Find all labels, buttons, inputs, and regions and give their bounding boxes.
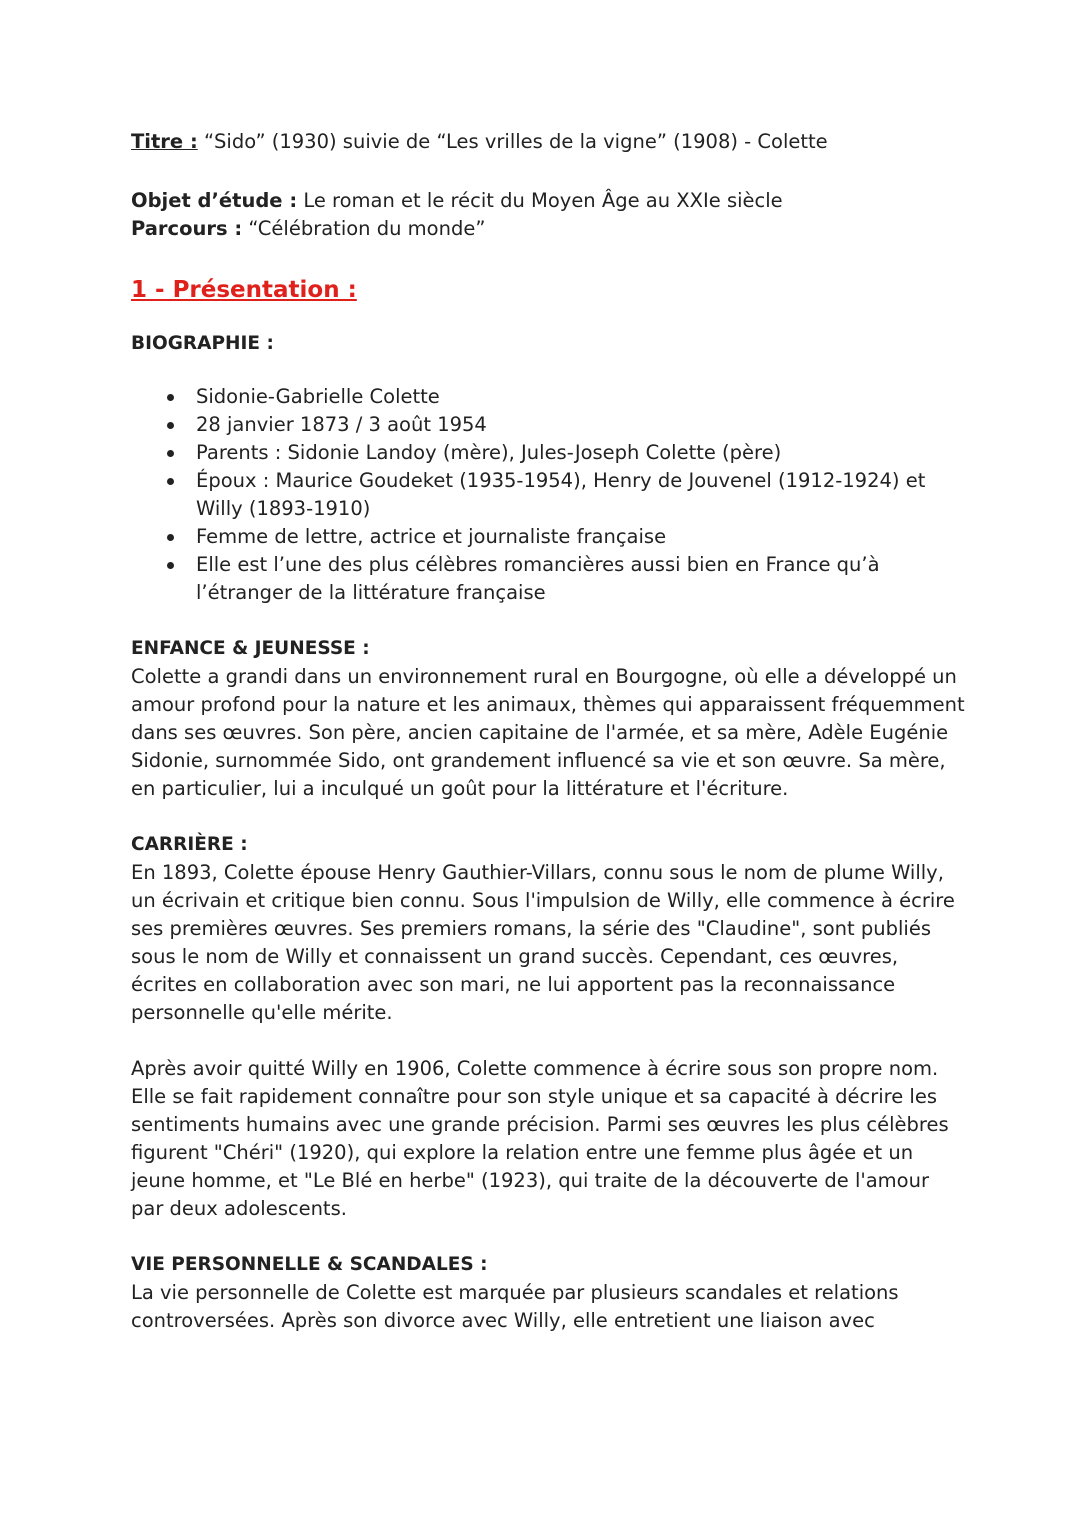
list-item: Sidonie-Gabrielle Colette	[196, 383, 966, 411]
spacer	[131, 1027, 966, 1055]
objet-text: Le roman et le récit du Moyen Âge au XXIe siècle	[297, 189, 783, 212]
spacer	[131, 1223, 966, 1251]
parcours-text: “Célébration du monde”	[242, 217, 486, 240]
enfance-paragraph: Colette a grandi dans un environnement rural en Bourgogne, où elle a développé un amour profond pour la nature et les animaux, thèmes qui apparaissent fréquemment dans ses œuvres. Son père, ancien capitaine de l'armée, et sa mère, Adèle Eugénie Sidonie, surnommée Sido, ont grandement influencé sa vie et son œuvre. Sa mère, en particulier, lui a inculqué un goût pour la littérature et l'écriture.	[131, 665, 965, 800]
parcours-label: Parcours :	[131, 217, 243, 240]
list-item: Époux : Maurice Goudeket (1935-1954), Henry de Jouvenel (1912-1924) et Willy (1893-1910)	[196, 467, 966, 523]
title-line	[131, 128, 966, 156]
vie-personnelle-heading: VIE PERSONNELLE & SCANDALES :	[131, 1254, 488, 1275]
document-page	[131, 128, 966, 1335]
title-text: “Sido” (1930) suivie de “Les vrilles de la vigne” (1908) - Colette	[197, 130, 828, 153]
biographie-heading: BIOGRAPHIE :	[131, 333, 274, 354]
biographie-list	[131, 383, 966, 607]
spacer	[131, 803, 966, 831]
carriere-paragraph-2: Après avoir quitté Willy en 1906, Colette commence à écrire sous son propre nom. Elle se fait rapidement connaître pour son style unique et sa capacité à décrire les sentiments humains avec une grande précision. Parmi ses œuvres les plus célèbres figurent "Chéri" (1920), qui explore la relation entre une femme plus âgée et un jeune homme, et "Le Blé en herbe" (1923), qui traite de la découverte de l'amour par deux adolescents.	[131, 1057, 949, 1220]
list-item: Femme de lettre, actrice et journaliste française	[196, 523, 966, 551]
objet-label: Objet d’étude :	[131, 189, 298, 212]
parcours-line	[131, 215, 966, 243]
vie-personnelle-paragraph: La vie personnelle de Colette est marquée par plusieurs scandales et relations controversées. Après son divorce avec Willy, elle entretient une liaison avec	[131, 1281, 899, 1332]
carriere-paragraph-1: En 1893, Colette épouse Henry Gauthier-Villars, connu sous le nom de plume Willy, un écrivain et critique bien connu. Sous l'impulsion de Willy, elle commence à écrire ses premières œuvres. Ses premiers romans, la série des "Claudine", sont publiés sous le nom de Willy et connaissent un grand succès. Cependant, ces œuvres, écrites en collaboration avec son mari, ne lui apportent pas la reconnaissance personnelle qu'elle mérite.	[131, 861, 955, 1024]
carriere-heading: CARRIÈRE :	[131, 834, 248, 855]
list-item: Elle est l’une des plus célèbres romancières aussi bien en France qu’à l’étranger de la littérature française	[196, 551, 966, 607]
list-item: 28 janvier 1873 / 3 août 1954	[196, 411, 966, 439]
title-label: Titre :	[131, 130, 198, 153]
section-heading-presentation: 1 - Présentation :	[131, 277, 357, 303]
enfance-heading: ENFANCE & JEUNESSE :	[131, 638, 370, 659]
objet-line	[131, 187, 966, 215]
list-item: Parents : Sidonie Landoy (mère), Jules-Joseph Colette (père)	[196, 439, 966, 467]
